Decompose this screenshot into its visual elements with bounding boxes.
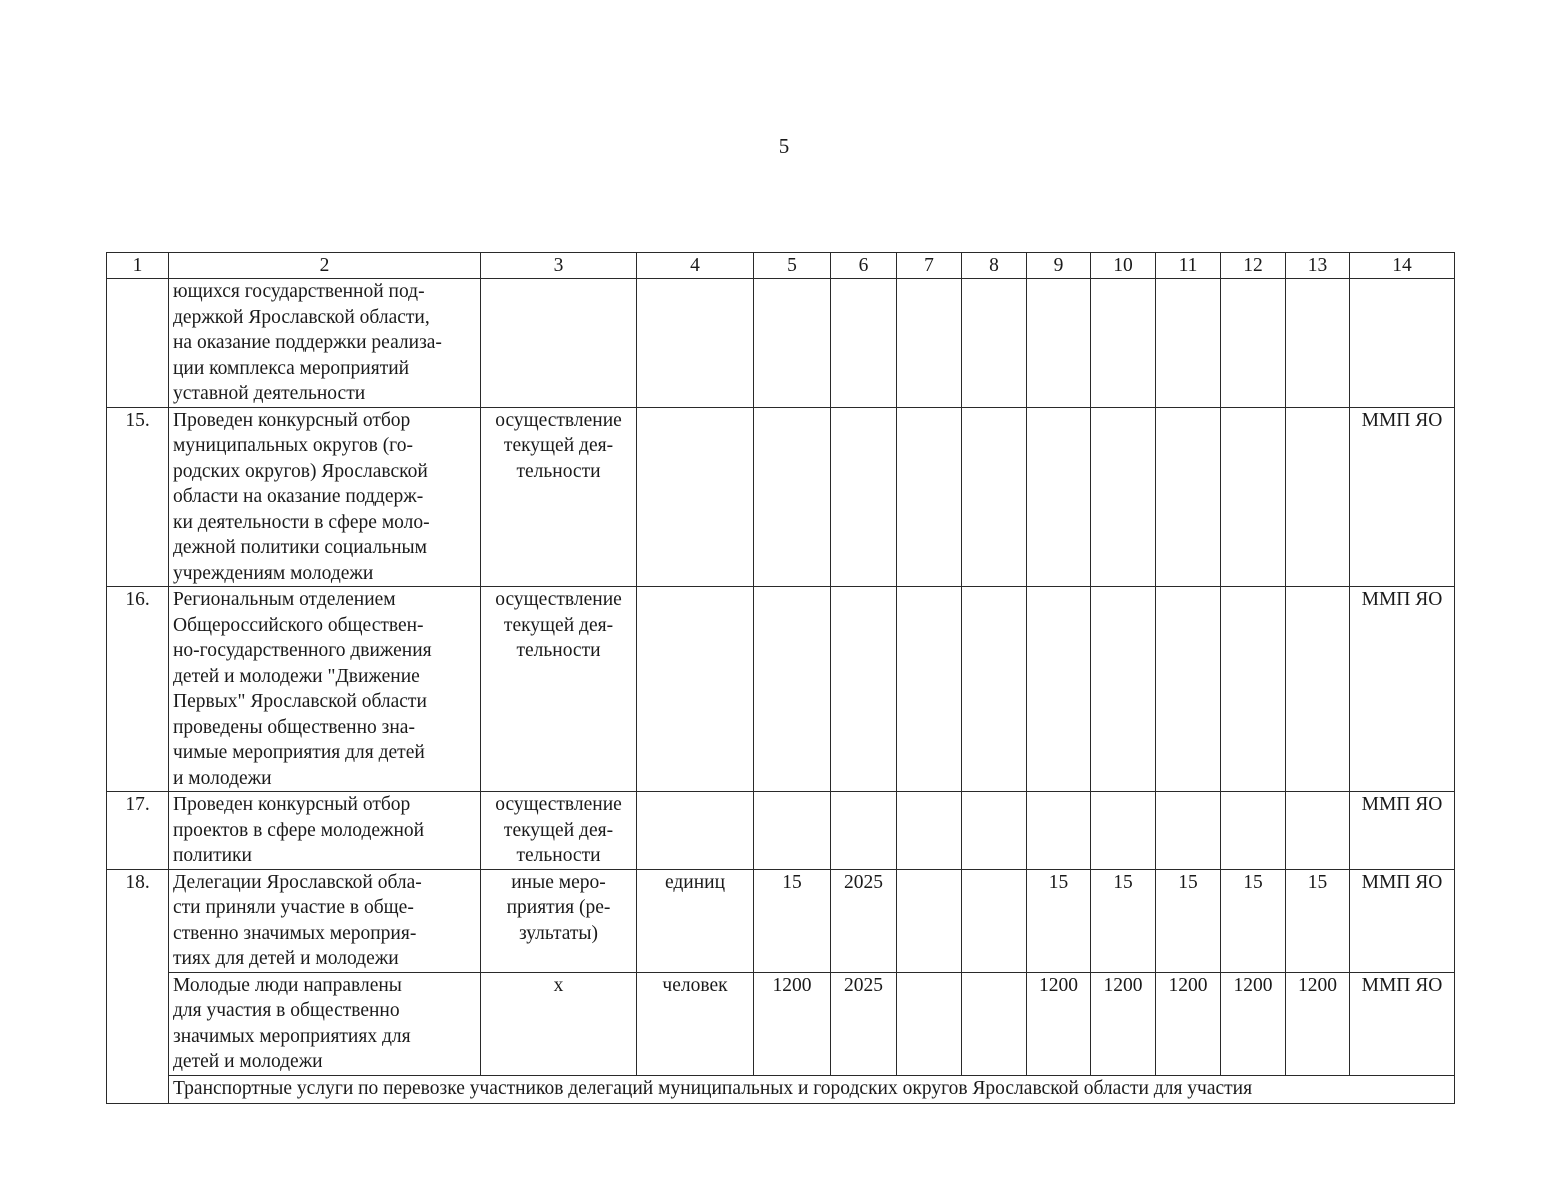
table-row — [107, 869, 1455, 972]
row-value — [1156, 587, 1221, 792]
column-number: 5 — [754, 253, 831, 279]
row-value — [1221, 407, 1286, 587]
row-value — [831, 279, 897, 408]
column-number: 7 — [897, 253, 962, 279]
row-value — [1027, 587, 1091, 792]
row-value — [962, 587, 1027, 792]
row-responsible — [1350, 279, 1455, 408]
row-unit — [637, 279, 754, 408]
row-responsible: ММП ЯО — [1350, 792, 1455, 870]
row-value — [1091, 407, 1156, 587]
row-value — [754, 407, 831, 587]
row-value — [1221, 587, 1286, 792]
row-value: 15 — [754, 869, 831, 972]
table-row — [107, 1075, 1455, 1103]
row-value: 15 — [1221, 869, 1286, 972]
row-value — [1221, 792, 1286, 870]
column-number: 13 — [1286, 253, 1350, 279]
row-value: 15 — [1156, 869, 1221, 972]
row-value — [1286, 587, 1350, 792]
table-row — [107, 407, 1455, 587]
row-type: осуществление текущей дея- тельности — [481, 587, 637, 792]
row-value: 1200 — [1156, 972, 1221, 1075]
row-value — [897, 587, 962, 792]
row-unit: человек — [637, 972, 754, 1075]
row-value — [831, 792, 897, 870]
row-number — [107, 279, 169, 408]
table-row — [107, 792, 1455, 870]
row-value — [1286, 792, 1350, 870]
row-number: 18. — [107, 869, 169, 1103]
row-value: 2025 — [831, 869, 897, 972]
row-value — [1286, 407, 1350, 587]
table-row — [107, 587, 1455, 792]
row-type — [481, 279, 637, 408]
row-value — [1221, 279, 1286, 408]
row-responsible: ММП ЯО — [1350, 869, 1455, 972]
column-number: 3 — [481, 253, 637, 279]
row-value — [962, 869, 1027, 972]
results-table — [106, 252, 1455, 1104]
row-value — [1156, 279, 1221, 408]
column-number: 9 — [1027, 253, 1091, 279]
row-value — [962, 792, 1027, 870]
row-value — [1091, 279, 1156, 408]
column-number: 10 — [1091, 253, 1156, 279]
row-value: 15 — [1091, 869, 1156, 972]
row-number: 15. — [107, 407, 169, 587]
row-value — [1156, 792, 1221, 870]
page-number: 5 — [778, 134, 790, 158]
row-value — [1286, 279, 1350, 408]
row-value — [1027, 279, 1091, 408]
column-number: 11 — [1156, 253, 1221, 279]
row-value — [962, 407, 1027, 587]
row-value — [897, 407, 962, 587]
row-type: осуществление текущей дея- тельности — [481, 407, 637, 587]
bottom-note: Транспортные услуги по перевозке участников делегаций муниципальных и городских округов Ярославской области для участия — [169, 1075, 1455, 1103]
row-value — [754, 587, 831, 792]
row-value — [831, 587, 897, 792]
row-value: 2025 — [831, 972, 897, 1075]
row-description: ющихся государственной под- держкой Ярославской области, на оказание поддержки реализа- ции комплекса мероприятий уставной деятельности — [169, 279, 481, 408]
column-number: 2 — [169, 253, 481, 279]
row-responsible: ММП ЯО — [1350, 587, 1455, 792]
row-value — [1156, 407, 1221, 587]
row-value — [962, 279, 1027, 408]
row-type: осуществление текущей дея- тельности — [481, 792, 637, 870]
row-description: Проведен конкурсный отбор муниципальных округов (го- родских округов) Ярославской области на оказание поддерж- ки деятельности в сфере моло- дежной политики социальным учреждениям молодежи — [169, 407, 481, 587]
row-description: Региональным отделением Общероссийского обществен- но-государственного движения детей и молодежи "Движение Первых" Ярославской области проведены общественно зна- чимые мероприятия для детей и молодежи — [169, 587, 481, 792]
row-value: 15 — [1286, 869, 1350, 972]
column-number: 12 — [1221, 253, 1286, 279]
row-value — [1091, 792, 1156, 870]
row-responsible: ММП ЯО — [1350, 407, 1455, 587]
row-value: 15 — [1027, 869, 1091, 972]
row-unit: единиц — [637, 869, 754, 972]
row-unit — [637, 587, 754, 792]
row-value: 1200 — [1221, 972, 1286, 1075]
row-type: иные меро- приятия (ре- зультаты) — [481, 869, 637, 972]
row-value — [754, 279, 831, 408]
row-number: 17. — [107, 792, 169, 870]
row-unit — [637, 792, 754, 870]
row-value: 1200 — [1027, 972, 1091, 1075]
row-number: 16. — [107, 587, 169, 792]
row-value — [754, 792, 831, 870]
row-value — [831, 407, 897, 587]
row-value — [897, 869, 962, 972]
row-description: Делегации Ярославской обла- сти приняли участие в обще- ственно значимых мероприя- тиях для детей и молодежи — [169, 869, 481, 972]
row-value — [897, 792, 962, 870]
row-value — [1091, 587, 1156, 792]
table-row — [107, 279, 1455, 408]
row-value: 1200 — [1091, 972, 1156, 1075]
row-responsible: ММП ЯО — [1350, 972, 1455, 1075]
row-description: Молодые люди направлены для участия в общественно значимых мероприятиях для детей и молодежи — [169, 972, 481, 1075]
column-number: 6 — [831, 253, 897, 279]
row-value — [897, 279, 962, 408]
row-value — [1027, 792, 1091, 870]
row-value: 1200 — [754, 972, 831, 1075]
column-number-row — [107, 253, 1455, 279]
row-value — [897, 972, 962, 1075]
column-number: 8 — [962, 253, 1027, 279]
row-unit — [637, 407, 754, 587]
row-type: х — [481, 972, 637, 1075]
column-number: 14 — [1350, 253, 1455, 279]
row-value — [1027, 407, 1091, 587]
column-number: 1 — [107, 253, 169, 279]
row-value — [962, 972, 1027, 1075]
table-row — [107, 972, 1455, 1075]
row-description: Проведен конкурсный отбор проектов в сфере молодежной политики — [169, 792, 481, 870]
column-number: 4 — [637, 253, 754, 279]
row-value: 1200 — [1286, 972, 1350, 1075]
